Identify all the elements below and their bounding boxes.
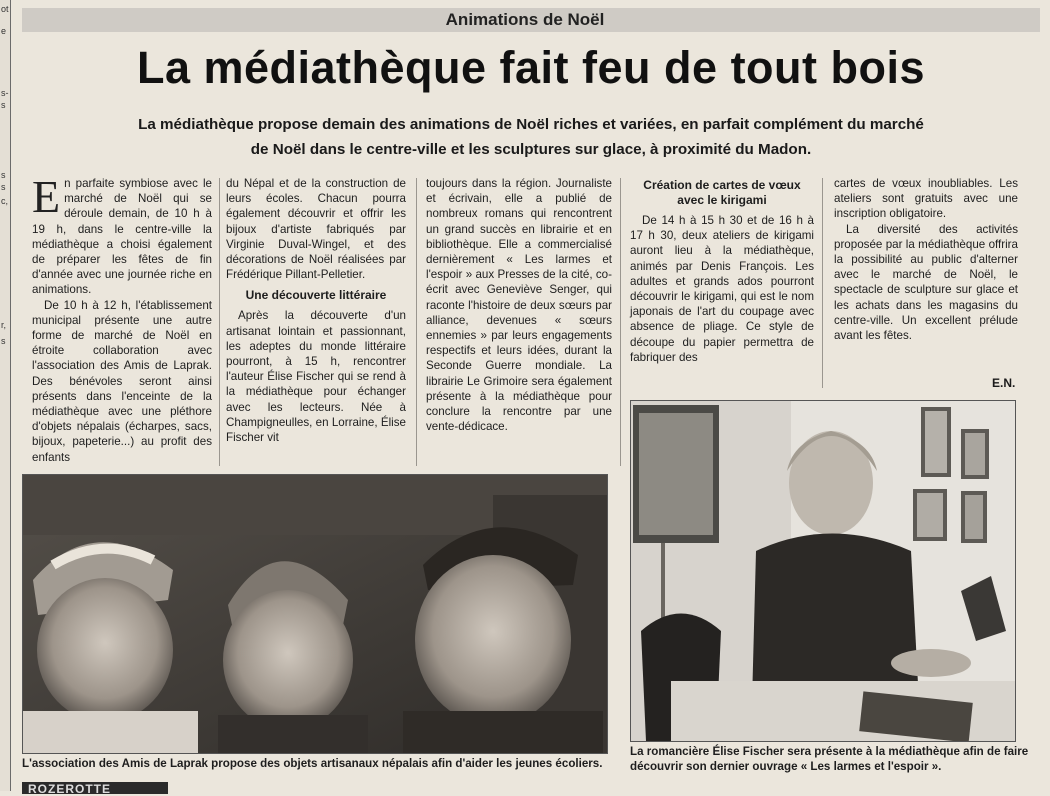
byline: E.N. — [992, 376, 1016, 390]
footer-section-tab: ROZEROTTE — [22, 782, 168, 794]
subheading: Une découverte littéraire — [245, 288, 387, 303]
article-column-4 — [630, 176, 814, 365]
column-divider — [822, 178, 823, 388]
standfirst-line: La médiathèque propose demain des animations de Noël riches et variées, en parfait complément du marché — [138, 116, 924, 133]
edge-fragment: e — [1, 26, 7, 36]
paragraph: De 14 h à 15 h 30 et de 16 h à 17 h 30, deux ateliers de kirigami auront lieu à la médiathèque, animés par Denis François. Les adultes et grands ados pourront découvrir le kirigami, qui est le nom japonais de l'art du coupage avec absence de pliage. Ce style de découpe du papier permettra de fabriquer des — [630, 214, 814, 364]
column-divider — [416, 178, 417, 466]
edge-fragment: s- — [1, 88, 9, 98]
section-kicker: Animations de Noël — [445, 10, 605, 29]
article-column-1 — [32, 171, 212, 465]
paragraph: toujours dans la région. Journaliste et écrivain, elle a publié de nombreux romans qui rencontrent un grand succès en librairie et en bibliothèque. Elle a commercialisé dernièrement « Les larmes et l'espoir » aux Presses de la cité, co-écrit avec Geneviève Senger, qui raconte l'histoire de deux sœurs par alliance, devenues « sœurs ennemies » par leurs engagements respectifs et leurs idées, durant la Seconde Guerre mondiale. La librairie Le Grimoire sera également présente à la médiathèque pour conclure la rencontre par une vente-dédicace. — [426, 177, 612, 434]
photo-elise-fischer — [630, 400, 1016, 742]
column-divider — [219, 178, 220, 466]
edge-fragment: c, — [1, 196, 9, 206]
edge-fragment: s — [1, 170, 6, 180]
paragraph: Après la découverte d'un artisanat lointain et passionnant, les adeptes du monde littéraire pourront, à 15 h, rencontrer l'auteur Élise Fischer qui se rend à la médiathèque pour échanger avec les lecteurs. Née à Champigneulles, en Lorraine, Élise Fischer vit — [226, 309, 406, 445]
author-photo-illustration — [631, 401, 1015, 741]
paragraph: De 10 h à 12 h, l'établissement municipal présente une autre forme de marché de Noël en étroite collaboration avec l'association des Amis de Laprak. Des bénévoles seront ainsi présents dans l'enceinte de la médiathèque avec une pléthore d'objets népalais (écharpes, sacs, bijoux, papeterie...) au profit des enfants — [32, 298, 212, 464]
neighbor-column-strip — [0, 0, 11, 791]
paragraph: cartes de vœux inoubliables. Les ateliers sont gratuits avec une inscription obligatoire. — [834, 177, 1018, 221]
photo-nepalese-children — [22, 474, 608, 754]
standfirst-line: de Noël dans le centre-ville et les sculptures sur glace, à proximité du Madon. — [250, 141, 812, 158]
article-column-2 — [226, 176, 406, 445]
children-photo-illustration — [23, 475, 607, 753]
subheading: Création de cartes de vœux avec le kirigami — [643, 178, 801, 207]
article-standfirst — [22, 112, 1040, 162]
article-column-3 — [426, 176, 612, 434]
paragraph: du Népal et de la construction de leurs écoles. Chacun pourra également découvrir et offrir les bijoux d'artiste fabriqués par Virginie Duval-Wingel, et des décorations de Noël réalisées par Frédérique Pillant-Pelletier. — [226, 177, 406, 282]
edge-fragment: s — [1, 336, 6, 346]
edge-fragment: s — [1, 100, 6, 110]
article-headline: La médiathèque fait feu de tout bois — [136, 42, 926, 93]
paragraph-text: n parfaite symbiose avec le marché de Noël qui se déroule demain, de 10 h à 19 h, dans le centre-ville la médiathèque a choisi également de préparer les fêtes de fin d'année avec une journée riche en animations. — [32, 177, 212, 297]
edge-fragment: ot — [1, 4, 9, 14]
dropcap: E — [32, 171, 61, 222]
caption-left: L'association des Amis de Laprak propose des objets artisanaux népalais afin d'aider les jeunes écoliers. — [22, 757, 603, 770]
paragraph — [32, 171, 212, 298]
edge-fragment: s — [1, 182, 6, 192]
paragraph: La diversité des activités proposée par la médiathèque offrira la possibilité au public d'alterner avec le marché de Noël, le spectacle de sculpture sur glace et les achats dans les magasins du centre-ville. Un excellent prélude avant les fêtes. — [834, 222, 1018, 343]
edge-fragment: r, — [1, 320, 7, 330]
article-column-5 — [834, 176, 1018, 343]
column-divider — [620, 178, 621, 466]
caption-right: La romancière Élise Fischer sera présente à la médiathèque afin de faire découvrir son dernier ouvrage « Les larmes et l'espoir ». — [630, 745, 1029, 773]
